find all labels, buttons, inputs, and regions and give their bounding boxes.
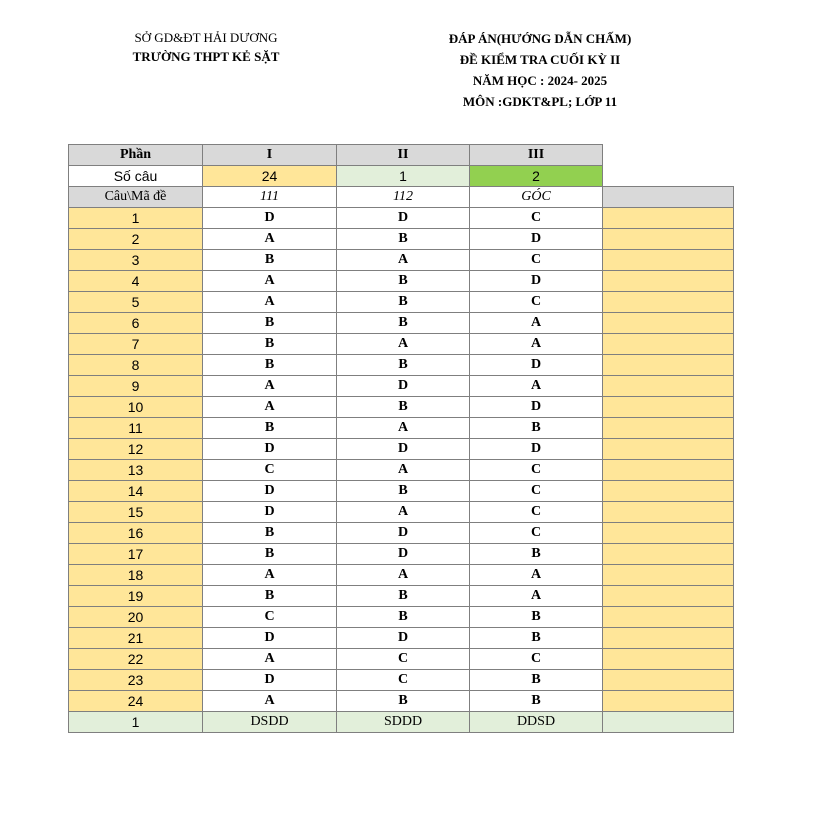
question-number: 23 <box>69 670 203 691</box>
answer-cell: B <box>337 397 470 418</box>
empty-cell <box>603 460 734 481</box>
empty-cell <box>603 271 734 292</box>
answer-cell: C <box>470 250 603 271</box>
answer-row <box>69 313 734 334</box>
answer-cell: B <box>470 628 603 649</box>
answer-cell: D <box>337 376 470 397</box>
empty-cell <box>603 229 734 250</box>
empty-cell <box>603 523 734 544</box>
answer-cell: A <box>470 565 603 586</box>
question-number: 17 <box>69 544 203 565</box>
parts-row <box>69 145 734 166</box>
answer-row <box>69 376 734 397</box>
answer-cell: B <box>203 355 337 376</box>
part-label: III <box>470 145 603 166</box>
header-left <box>96 28 316 66</box>
answer-cell: A <box>337 460 470 481</box>
question-number: 1 <box>69 208 203 229</box>
answer-cell: D <box>337 439 470 460</box>
question-number: 8 <box>69 355 203 376</box>
empty-cell <box>603 166 734 187</box>
empty-cell <box>603 712 734 733</box>
answer-cell: A <box>337 334 470 355</box>
answer-cell: A <box>203 292 337 313</box>
answer-cell: A <box>470 376 603 397</box>
ma-de-label: Câu\Mã đề <box>69 187 203 208</box>
answer-row <box>69 586 734 607</box>
answer-cell: C <box>470 502 603 523</box>
answer-cell: D <box>337 523 470 544</box>
answer-row <box>69 250 734 271</box>
answer-cell: A <box>337 418 470 439</box>
empty-cell <box>603 628 734 649</box>
answer-row <box>69 628 734 649</box>
answer-cell: D <box>470 229 603 250</box>
part-label: II <box>337 145 470 166</box>
empty-cell <box>603 292 734 313</box>
exam-code: 111 <box>203 187 337 208</box>
empty-cell <box>603 649 734 670</box>
answer-cell: C <box>470 649 603 670</box>
answer-cell: D <box>203 670 337 691</box>
answer-row <box>69 544 734 565</box>
answer-cell: B <box>203 334 337 355</box>
question-number: 13 <box>69 460 203 481</box>
question-number: 1 <box>69 712 203 733</box>
answer-row <box>69 208 734 229</box>
question-number: 2 <box>69 229 203 250</box>
answer-cell: D <box>470 271 603 292</box>
empty-cell <box>603 208 734 229</box>
question-number: 14 <box>69 481 203 502</box>
answer-row <box>69 523 734 544</box>
answer-cell: D <box>337 544 470 565</box>
empty-cell <box>603 187 734 208</box>
answer-row <box>69 502 734 523</box>
answer-cell: D <box>203 208 337 229</box>
answer-cell: B <box>470 544 603 565</box>
question-count: 2 <box>470 166 603 187</box>
answer-cell: A <box>470 334 603 355</box>
answer-cell: C <box>470 208 603 229</box>
question-number: 9 <box>69 376 203 397</box>
answer-row <box>69 292 734 313</box>
answer-cell: A <box>337 565 470 586</box>
answer-cell: D <box>470 439 603 460</box>
answer-cell: B <box>337 691 470 712</box>
empty-cell <box>603 670 734 691</box>
question-count-row <box>69 166 734 187</box>
empty-cell <box>603 691 734 712</box>
subject-class: MÔN :GDKT&PL; LỚP 11 <box>462 94 618 109</box>
question-number: 16 <box>69 523 203 544</box>
answer-cell: B <box>203 544 337 565</box>
question-count: 1 <box>337 166 470 187</box>
part2-row <box>69 712 734 733</box>
answer-cell: C <box>203 607 337 628</box>
part-label: I <box>203 145 337 166</box>
school-year: NĂM HỌC : 2024- 2025 <box>472 73 608 88</box>
empty-cell <box>603 250 734 271</box>
answer-cell: B <box>337 292 470 313</box>
answer-cell: D <box>470 355 603 376</box>
question-number: 4 <box>69 271 203 292</box>
answer-row <box>69 397 734 418</box>
answer-cell: D <box>470 397 603 418</box>
question-number: 18 <box>69 565 203 586</box>
question-number: 5 <box>69 292 203 313</box>
answer-cell: B <box>337 271 470 292</box>
answer-cell: A <box>203 565 337 586</box>
answer-row <box>69 334 734 355</box>
answer-cell: B <box>337 607 470 628</box>
empty-cell <box>603 313 734 334</box>
question-number: 7 <box>69 334 203 355</box>
answer-row <box>69 229 734 250</box>
answer-cell: A <box>337 250 470 271</box>
answer-cell: C <box>470 292 603 313</box>
answer-cell: A <box>203 376 337 397</box>
answer-cell: D <box>203 502 337 523</box>
question-number: 21 <box>69 628 203 649</box>
answer-cell: C <box>470 481 603 502</box>
answer-row <box>69 670 734 691</box>
exam-code: GÓC <box>470 187 603 208</box>
question-number: 24 <box>69 691 203 712</box>
answer-cell: A <box>470 313 603 334</box>
answer-cell: B <box>203 523 337 544</box>
question-number: 6 <box>69 313 203 334</box>
exam-name: ĐỀ KIỂM TRA CUỐI KỲ II <box>459 52 621 67</box>
answer-cell: C <box>470 460 603 481</box>
answer-cell: B <box>337 229 470 250</box>
answer-cell: B <box>470 607 603 628</box>
empty-cell <box>603 334 734 355</box>
question-number: 20 <box>69 607 203 628</box>
answer-row <box>69 355 734 376</box>
answer-cell: D <box>203 481 337 502</box>
answer-cell: B <box>203 586 337 607</box>
empty-cell <box>603 607 734 628</box>
answer-cell: SDDD <box>337 712 470 733</box>
empty-cell <box>603 565 734 586</box>
answer-cell: B <box>337 355 470 376</box>
answer-cell: B <box>337 481 470 502</box>
answer-cell: D <box>203 628 337 649</box>
empty-cell <box>603 439 734 460</box>
code-row <box>69 187 734 208</box>
answer-cell: C <box>337 649 470 670</box>
exam-code: 112 <box>337 187 470 208</box>
question-number: 15 <box>69 502 203 523</box>
answer-cell: D <box>337 208 470 229</box>
phan-label: Phần <box>69 145 203 166</box>
answer-row <box>69 649 734 670</box>
empty-cell <box>603 502 734 523</box>
answer-cell: B <box>470 670 603 691</box>
header-right <box>400 28 680 112</box>
answer-cell: C <box>470 523 603 544</box>
question-number: 22 <box>69 649 203 670</box>
answer-cell: C <box>337 670 470 691</box>
question-number: 11 <box>69 418 203 439</box>
answer-cell: DSDD <box>203 712 337 733</box>
answer-row <box>69 418 734 439</box>
answer-cell: A <box>337 502 470 523</box>
empty-cell <box>603 376 734 397</box>
answer-cell: B <box>337 313 470 334</box>
answer-cell: A <box>203 229 337 250</box>
school-name: TRƯỜNG THPT KẺ SẶT <box>132 49 280 64</box>
doc-title: ĐÁP ÁN(HƯỚNG DẪN CHẤM) <box>448 31 632 46</box>
empty-cell <box>603 481 734 502</box>
answer-cell: A <box>203 271 337 292</box>
answer-cell: B <box>470 418 603 439</box>
answer-row <box>69 607 734 628</box>
answer-cell: D <box>337 628 470 649</box>
answer-cell: D <box>203 439 337 460</box>
answer-row <box>69 460 734 481</box>
empty-cell <box>603 355 734 376</box>
answer-cell: A <box>203 649 337 670</box>
answer-cell: A <box>470 586 603 607</box>
answer-cell: B <box>203 250 337 271</box>
question-number: 19 <box>69 586 203 607</box>
question-number: 3 <box>69 250 203 271</box>
empty-cell <box>603 418 734 439</box>
answer-table <box>68 144 734 733</box>
answer-cell: B <box>470 691 603 712</box>
so-cau-label: Số câu <box>69 166 203 187</box>
answer-cell: C <box>203 460 337 481</box>
answer-cell: A <box>203 397 337 418</box>
answer-cell: DDSD <box>470 712 603 733</box>
empty-cell <box>603 145 734 166</box>
answer-cell: B <box>203 418 337 439</box>
question-count: 24 <box>203 166 337 187</box>
empty-cell <box>603 397 734 418</box>
answer-row <box>69 691 734 712</box>
answer-row <box>69 481 734 502</box>
answer-row <box>69 439 734 460</box>
question-number: 12 <box>69 439 203 460</box>
answer-cell: B <box>337 586 470 607</box>
empty-cell <box>603 544 734 565</box>
question-number: 10 <box>69 397 203 418</box>
department-name: SỞ GD&ĐT HẢI DƯƠNG <box>134 30 278 45</box>
empty-cell <box>603 586 734 607</box>
answer-cell: B <box>203 313 337 334</box>
answer-cell: A <box>203 691 337 712</box>
answer-row <box>69 565 734 586</box>
answer-row <box>69 271 734 292</box>
